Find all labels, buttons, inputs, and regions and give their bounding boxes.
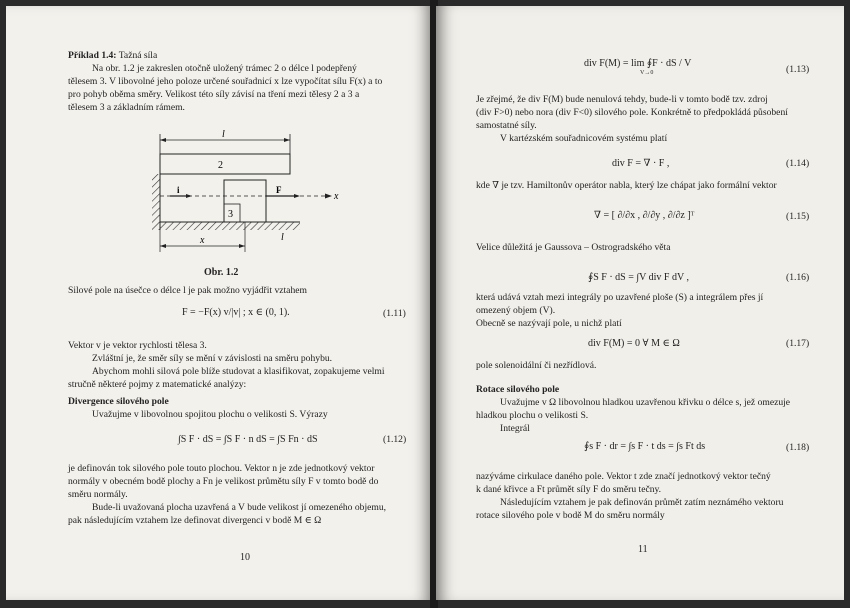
text-line: rotace silového pole v bodě M do směru normály bbox=[476, 510, 665, 521]
text-line: Následujícím vztahem je pak definován průmět zatím neznámého vektoru bbox=[500, 497, 784, 508]
equation-number: (1.17) bbox=[786, 338, 810, 349]
text-line: je definován tok silového pole touto plochou. Vektor n je zde jednotkový vektor bbox=[68, 463, 375, 474]
example-heading-label: Příklad 1.4: bbox=[68, 50, 117, 61]
label-F: F bbox=[276, 185, 282, 195]
text-line: hladkou plochu o velikosti S. bbox=[476, 410, 589, 421]
equation-number: (1.14) bbox=[786, 158, 810, 169]
subheading-rotation: Rotace silového pole bbox=[476, 384, 560, 395]
text-line: která udává vztah mezi integrály po uzavřené ploše (S) a integrálem přes jí bbox=[476, 292, 764, 303]
text-line: V kartézském souřadnicovém systému platí bbox=[500, 133, 668, 144]
text-line: pak následujícím vztahem lze definovat divergenci v bodě M ∈ Ω bbox=[68, 515, 322, 526]
label-i: i bbox=[177, 185, 180, 195]
equation-1-18: ∮s F · dr = ∫s F · t ds = ∫s Ft ds bbox=[584, 441, 706, 452]
text-line: Uvažujme v Ω libovolnou hladkou uzavřenou křivku o délce s, jež omezuje bbox=[500, 397, 791, 408]
text-line: směru normály. bbox=[68, 489, 128, 500]
example-heading bbox=[68, 50, 157, 62]
text-line: pro pohyb oběma směry. Velikost této síly závisí na tření mezi tělesy 2 a 3 a bbox=[68, 89, 360, 100]
text-line: Je zřejmé, že div F(M) bude nenulová tehdy, bude-li v tomto bodě tzv. zdroj bbox=[476, 94, 768, 105]
equation-1-13-limit: V→0 bbox=[640, 70, 654, 76]
equation-number: (1.18) bbox=[786, 442, 810, 453]
equation-1-11: F = −F(x) v/|v| ; x ∈ (0, 1). bbox=[182, 307, 290, 318]
text-line: k dané křivce a Ft průmět síly F do směru tečny. bbox=[476, 484, 662, 495]
figure-caption: Obr. 1.2 bbox=[204, 267, 239, 278]
page-left bbox=[6, 6, 432, 600]
equation-number: (1.16) bbox=[786, 272, 810, 283]
text-line: Silové pole na úsečce o délce l je pak možno vyjádřit vztahem bbox=[68, 285, 307, 296]
equation-1-12: ∫S F · dS = ∫S F · n dS = ∫S Fn · dS bbox=[178, 434, 318, 445]
figure-1-2 bbox=[144, 124, 354, 266]
text-line: Obecně se nazývají pole, u nichž platí bbox=[476, 318, 622, 329]
subheading-divergence: Divergence silového pole bbox=[68, 396, 169, 407]
equation-1-15: ∇ = [ ∂/∂x , ∂/∂y , ∂/∂z ]ᵀ bbox=[594, 210, 695, 221]
text-line: omezený objem (V). bbox=[476, 305, 556, 316]
text-line: Zvláštní je, že směr síly se mění v závislosti na směru pohybu. bbox=[92, 353, 333, 364]
text-line: pole solenoidální či nezřídlová. bbox=[476, 360, 597, 371]
equation-1-17: div F(M) = 0 ∀ M ∈ Ω bbox=[588, 338, 680, 349]
ground-hatch bbox=[160, 222, 300, 230]
label-l-top: l bbox=[222, 129, 225, 140]
equation-number: (1.15) bbox=[786, 211, 810, 222]
equation-number: (1.13) bbox=[786, 64, 810, 75]
text-line: tělesem 3. V libovolné jeho poloze určené souřadnicí x lze vypočítat sílu F(x) a to bbox=[68, 76, 383, 87]
equation-1-13: div F(M) = lim ∮F · dS / V bbox=[584, 58, 692, 69]
text-line: (div F>0) nebo nora (div F<0) silového pole. Konkrétně to předpokládá působení bbox=[476, 107, 788, 118]
page-number: 10 bbox=[240, 552, 250, 563]
page-right bbox=[436, 6, 844, 600]
equation-number: (1.11) bbox=[383, 308, 406, 319]
text-line: stručně některé pojmy z matematické analýzy: bbox=[68, 379, 247, 390]
text-line: Uvažujme v libovolnou spojitou plochu o velikosti S. Výrazy bbox=[92, 409, 328, 420]
page-number: 11 bbox=[638, 544, 648, 555]
label-2: 2 bbox=[218, 160, 223, 171]
equation-1-14: div F = ∇ · F , bbox=[612, 158, 670, 169]
equation-number: (1.12) bbox=[383, 434, 407, 445]
beam-2 bbox=[160, 154, 290, 174]
text-line: Integrál bbox=[500, 423, 530, 434]
text-line: normály v obecném bodě plochy a Fn je velikost průmětu síly F v tomto bodě do bbox=[68, 476, 379, 487]
text-line: Bude-li uvažovaná plocha uzavřená a V bude velikost jí omezeného objemu, bbox=[92, 502, 387, 513]
label-3: 3 bbox=[228, 209, 233, 220]
label-x-bottom: x bbox=[200, 235, 205, 246]
text-line: Velice důležitá je Gaussova – Ostrogradského věta bbox=[476, 242, 671, 253]
text-line: samostatné síly. bbox=[476, 120, 537, 131]
text-line: Na obr. 1.2 je zakreslen otočně uložený trámec 2 o délce l podepřený bbox=[92, 63, 357, 74]
text-line: kde ∇ je tzv. Hamiltonův operátor nabla, který lze chápat jako formální vektor bbox=[476, 180, 777, 191]
equation-1-16: ∮S F · dS = ∫V div F dV , bbox=[588, 272, 690, 283]
wall-hatch bbox=[152, 174, 160, 230]
example-heading-title: Tažná síla bbox=[116, 50, 158, 61]
label-l-right: l bbox=[281, 232, 284, 243]
text-line: Vektor v je vektor rychlosti tělesa 3. bbox=[68, 340, 207, 351]
text-line: Abychom mohli silová pole blíže studovat a klasifikovat, zopakujeme velmi bbox=[92, 366, 385, 377]
text-line: nazýváme cirkulace daného pole. Vektor t zde značí jednotkový vektor tečný bbox=[476, 471, 771, 482]
label-x-axis: x bbox=[334, 191, 339, 202]
text-line: tělesem 3 a základním rámem. bbox=[68, 102, 185, 113]
